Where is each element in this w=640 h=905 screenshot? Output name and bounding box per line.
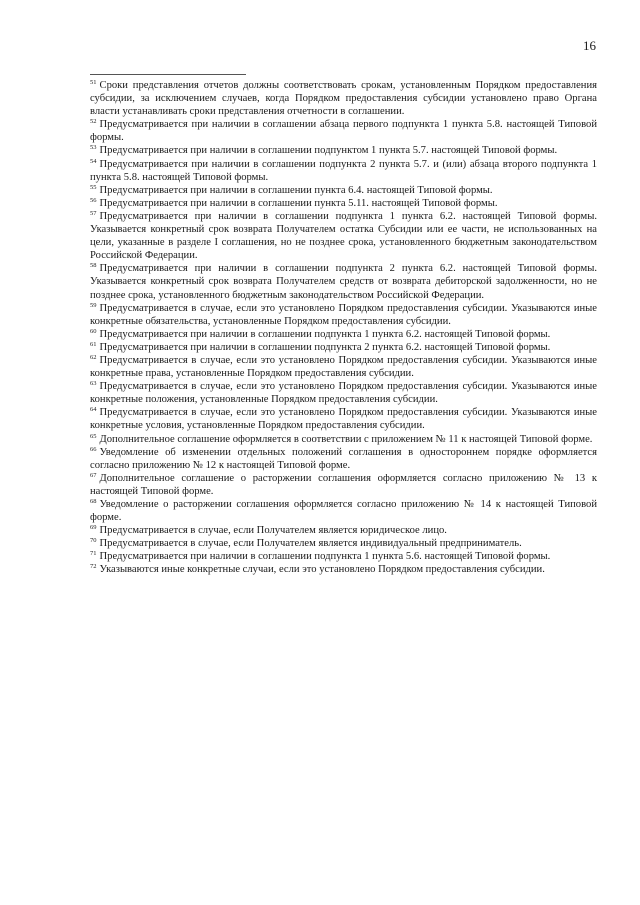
- footnote-61: [90, 341, 597, 354]
- footnote-70: [90, 537, 597, 550]
- footnote-text: Дополнительное соглашение оформляется в соответствии с приложением № 11 к настоящей Типовой форме.: [99, 433, 593, 445]
- footnote-text: Предусматривается в случае, если Получателем является юридическое лицо.: [99, 525, 447, 537]
- footnote-62: [90, 354, 597, 380]
- footnote-text: Предусматривается при наличии в соглашении подпункта 1 пункта 5.6. настоящей Типовой формы.: [99, 551, 551, 563]
- footnote-text: Дополнительное соглашение о расторжении соглашения оформляется согласно приложению № 13 к настоящей Типовой форме.: [90, 472, 597, 497]
- footnote-53: [90, 144, 597, 157]
- page-number: 16: [583, 38, 596, 53]
- footnote-number: 72: [90, 563, 97, 571]
- footnote-number: 65: [90, 432, 97, 440]
- footnote-text: Предусматривается при наличии в соглашении подпункта 2 пункта 6.2. настоящей Типовой формы.: [99, 341, 551, 353]
- footnote-text: Предусматривается при наличии в соглашении подпункта 1 пункта 6.2. настоящей Типовой формы.: [99, 328, 551, 340]
- footnote-72: [90, 563, 597, 576]
- footnote-text: Предусматривается в случае, если это установлено Порядком предоставления субсидии. Указываются иные конкретные обязательства, установленные Порядком предоставления субсидии.: [90, 302, 597, 327]
- footnote-text: Предусматривается в случае, если это установлено Порядком предоставления субсидии. Указываются иные конкретные положения, установленные Порядком предоставления субсидии.: [90, 381, 597, 406]
- footnote-68: [90, 498, 597, 524]
- footnote-text: Сроки представления отчетов должны соответствовать срокам, установленным Порядком предоставления субсидии, за исключением случаев, когда Порядком предоставления субсидии установлено право Органа власти устанавливать сроки представления отчетности в соглашении.: [90, 80, 597, 118]
- footnote-number: 70: [90, 537, 97, 545]
- footnote-number: 58: [90, 262, 97, 270]
- footnote-number: 60: [90, 327, 97, 335]
- footnote-55: [90, 184, 597, 197]
- footnote-text: Предусматривается при наличии в соглашении абзаца первого подпункта 1 пункта 5.8. настоящей Типовой формы.: [90, 119, 597, 144]
- footnote-separator: [90, 74, 246, 75]
- footnote-number: 57: [90, 209, 97, 217]
- footnote-text: Предусматривается при наличии в соглашении подпунктом 1 пункта 5.7. настоящей Типовой формы.: [99, 145, 558, 157]
- footnote-text: Предусматривается в случае, если это установлено Порядком предоставления субсидии. Указываются иные конкретные права, установленные Порядком предоставления субсидии.: [90, 354, 597, 380]
- footnote-65: [90, 433, 597, 446]
- footnote-67: [90, 472, 597, 498]
- footnote-64: [90, 406, 597, 432]
- footnote-number: 62: [90, 353, 97, 361]
- footnote-number: 51: [90, 79, 97, 86]
- footnote-60: [90, 328, 597, 341]
- footnote-number: 67: [90, 471, 97, 479]
- footnote-66: [90, 446, 597, 472]
- footnote-number: 68: [90, 498, 97, 505]
- footnote-number: 54: [90, 157, 97, 165]
- footnote-text: Указываются иные конкретные случаи, если это установлено Порядком предоставления субсидии.: [99, 564, 545, 576]
- footnote-63: [90, 380, 597, 406]
- footnote-number: 64: [90, 406, 97, 414]
- footnote-number: 69: [90, 524, 97, 532]
- footnote-59: [90, 302, 597, 328]
- footnote-71: [90, 550, 597, 563]
- footnote-text: Предусматривается при наличии в соглашении подпункта 1 пункта 6.2. настоящей Типовой формы. Указывается конкретный срок возврата Получателем остатка Субсидии или ее части, не использованных на цели, указанные в разделе I соглашения, но не позднее срока, установленного бюджетным законодательством Российской Федерации.: [90, 210, 597, 262]
- footnote-text: Предусматривается при наличии в соглашении подпункта 2 пункта 6.2. настоящей Типовой формы. Указывается конкретный срок возврата Получателем средств от возврата дебиторской задолженности, но не позднее срока, установленного бюджетным законодательством Российской Федерации.: [90, 263, 597, 301]
- footnote-text: Уведомление о расторжении соглашения оформляется согласно приложению № 14 к настоящей Типовой форме.: [90, 499, 597, 524]
- footnote-number: 59: [90, 301, 97, 309]
- footnote-number: 53: [90, 144, 97, 152]
- footnote-number: 56: [90, 196, 97, 204]
- footnote-57: [90, 210, 597, 262]
- footnote-text: Предусматривается в случае, если это установлено Порядком предоставления субсидии. Указываются иные конкретные условия, установленные Порядком предоставления субсидии.: [90, 407, 597, 432]
- footnote-number: 61: [90, 340, 97, 348]
- footnote-text: Уведомление об изменении отдельных положений соглашения в одностороннем порядке оформляется согласно приложению № 12 к настоящей Типовой форме.: [90, 446, 597, 471]
- footnote-number: 66: [90, 445, 97, 453]
- footnote-text: Предусматривается при наличии в соглашении подпункта 2 пункта 5.7. и (или) абзаца второго подпункта 1 пункта 5.8. настоящей Типовой формы.: [90, 158, 597, 183]
- footnote-51: [90, 79, 597, 118]
- footnote-text: Предусматривается в случае, если Получателем является индивидуальный предприниматель.: [99, 538, 522, 550]
- footnote-69: [90, 524, 597, 537]
- footnote-58: [90, 262, 597, 301]
- footnote-number: 55: [90, 183, 97, 191]
- footnote-56: [90, 197, 597, 210]
- footnote-number: 52: [90, 118, 97, 126]
- footnotes-list: [90, 79, 597, 577]
- footnote-text: Предусматривается при наличии в соглашении пункта 6.4. настоящей Типовой формы.: [99, 184, 493, 196]
- footnote-52: [90, 118, 597, 144]
- footnote-number: 71: [90, 550, 97, 558]
- footnote-number: 63: [90, 380, 97, 388]
- footnote-text: Предусматривается при наличии в соглашении пункта 5.11. настоящей Типовой формы.: [99, 197, 498, 209]
- footnote-54: [90, 158, 597, 184]
